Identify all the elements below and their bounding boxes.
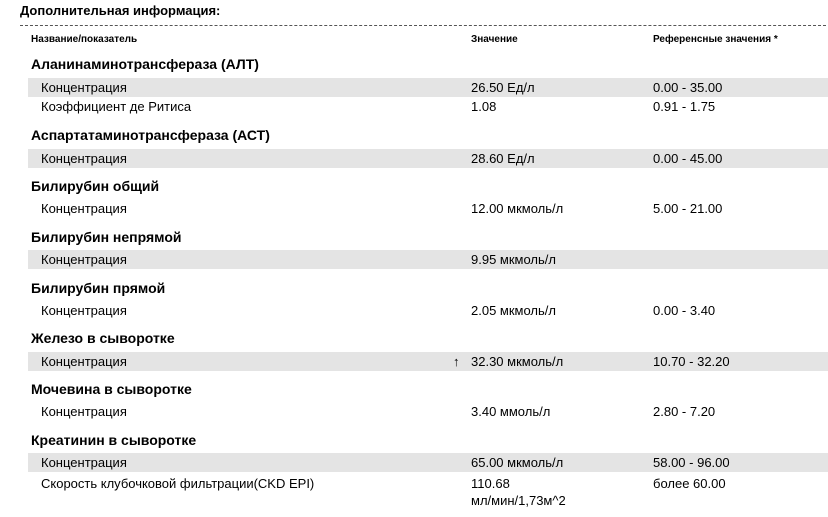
table-row [28,149,828,168]
row-reference: 10.70 - 32.20 [653,354,730,369]
table-row [28,250,828,269]
table-row [28,301,828,320]
row-name: Скорость клубочковой фильтрации(CKD EPI) [41,476,315,491]
dotted-divider [20,25,826,26]
table-row [28,352,828,371]
row-value: 1.08 [471,99,497,114]
column-header-reference: Референсные значения * [653,34,778,45]
row-reference: 0.00 - 45.00 [653,151,723,166]
row-name: Коэффициент де Ритиса [41,99,192,114]
row-name: Концентрация [41,404,127,419]
row-name: Концентрация [41,151,127,166]
row-value: 32.30 мкмоль/л [471,354,564,369]
row-value: 28.60 Ед/л [471,151,535,166]
arrow-up-icon: ↑ [453,354,460,369]
row-name: Концентрация [41,303,127,318]
row-reference: более 60.00 [653,476,726,491]
row-reference: 0.91 - 1.75 [653,99,716,114]
row-reference: 58.00 - 96.00 [653,455,730,470]
group-title: Билирубин общий [31,178,160,194]
group-title: Железо в сыворотке [31,330,175,346]
row-reference: 0.00 - 35.00 [653,80,723,95]
section-title: Дополнительная информация: [20,3,221,18]
table-row [28,199,828,218]
row-value: 2.05 мкмоль/л [471,303,556,318]
group-title: Креатинин в сыворотке [31,432,197,448]
row-value: 26.50 Ед/л [471,80,535,95]
table-row [28,97,828,116]
table-row [28,402,828,421]
row-reference: 2.80 - 7.20 [653,404,716,419]
row-name: Концентрация [41,354,127,369]
row-reference: 0.00 - 3.40 [653,303,716,318]
group-title: Аланинаминотрансфераза (АЛТ) [31,56,259,72]
group-title: Аспартатаминотрансфераза (АСТ) [31,127,270,143]
table-row [28,474,828,493]
row-value-unit: мл/мин/1,73м^2 [471,493,566,508]
row-value: 65.00 мкмоль/л [471,455,564,470]
table-row [28,453,828,472]
group-title: Мочевина в сыворотке [31,381,192,397]
row-name: Концентрация [41,455,127,470]
row-name: Концентрация [41,80,127,95]
row-value: 9.95 мкмоль/л [471,252,556,267]
row-value: 12.00 мкмоль/л [471,201,564,216]
table-row [28,78,828,97]
row-name: Концентрация [41,252,127,267]
column-header-name: Название/показатель [31,34,138,45]
column-header-value: Значение [471,34,518,45]
row-reference: 5.00 - 21.00 [653,201,723,216]
group-title: Билирубин непрямой [31,229,182,245]
row-name: Концентрация [41,201,127,216]
row-value: 3.40 ммоль/л [471,404,551,419]
group-title: Билирубин прямой [31,280,166,296]
row-value: 110.68 [471,476,510,491]
